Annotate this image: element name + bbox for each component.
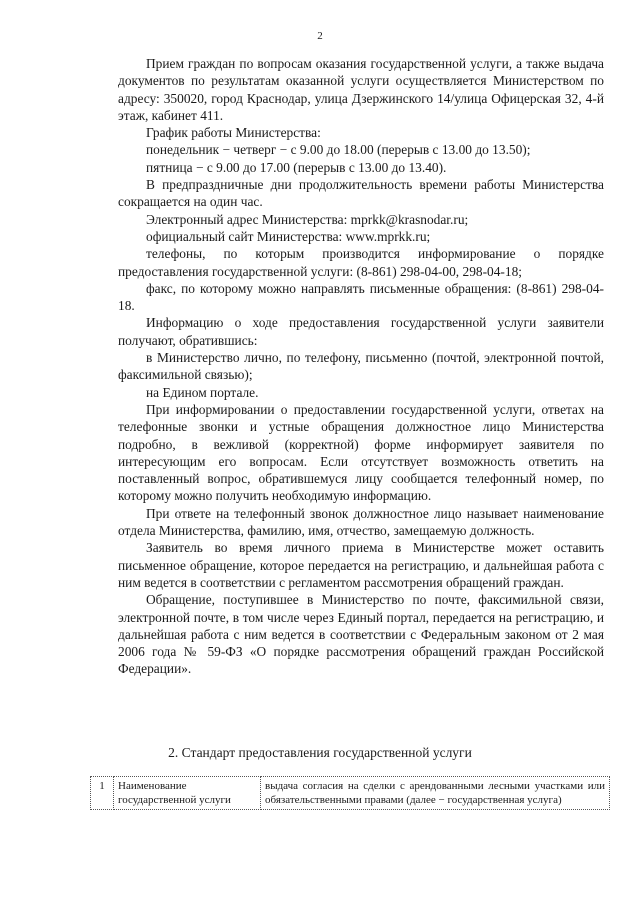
- paragraph: График работы Министерства:: [146, 125, 321, 141]
- paragraph: официальный сайт Министерства: www.mprkk.ru;: [146, 228, 431, 244]
- paragraph: При ответе на телефонный звонок должностное лицо называет наименование отдела Министерства, фамилию, имя, отчество, замещаемую должность.: [118, 505, 604, 539]
- paragraph: телефоны, по которым производится информирование о порядке предоставления государственной услуги: (8-861) 298-04-00, 298-04-18;: [118, 246, 604, 279]
- paragraph: Обращение, поступившее в Министерство по почте, факсимильной связи, электронной почте, в том числе через Единый портал, передается на регистрацию, и дальнейшая работа с ним ведется в соответствии с Федеральным законом от 2 мая 2006 года № 59-ФЗ «О порядке рассмотрения обращений граждан Российской Федерации».: [118, 592, 604, 677]
- paragraph: в Министерство лично, по телефону, письменно (почтой, электронной почтой, факсимильной связью);: [118, 350, 604, 383]
- paragraph: Информацию о ходе предоставления государственной услуги заявители получают, обратившись:: [118, 315, 604, 348]
- row-name: Наименование государственной услуги: [114, 777, 261, 810]
- paragraph: пятница − с 9.00 до 17.00 (перерыв с 13.00 до 13.40).: [146, 159, 447, 175]
- paragraph: понедельник − четверг − с 9.00 до 18.00 (перерыв с 13.00 до 13.50);: [146, 142, 531, 158]
- section-title: 2. Стандарт предоставления государственной услуги: [168, 745, 472, 760]
- document-body: [118, 55, 604, 678]
- paragraph: факс, по которому можно направлять письменные обращения: (8-861) 298-04-18.: [118, 280, 604, 314]
- table-row: [91, 777, 610, 810]
- paragraph: на Едином портале.: [146, 384, 259, 400]
- paragraph: Прием граждан по вопросам оказания государственной услуги, а также выдача документов по результатам оказанной услуги осуществляется Министерством по адресу: 350020, город Краснодар, улица Дзержинского 14/улица Офицерская 32, 4-й этаж, кабинет 411.: [118, 56, 604, 123]
- paragraph: Заявитель во время личного приема в Министерстве может оставить письменное обращение, которое передается на регистрацию, и дальнейшая работа с ним ведется в соответствии с регламентом рассмотрения обращений граждан.: [118, 540, 604, 590]
- standard-table: [90, 776, 610, 810]
- page-number: 2: [317, 30, 323, 42]
- row-number: 1: [91, 777, 114, 810]
- row-value: выдача согласия на сделки с арендованными лесными участками или обязательственными правами (далее − государственная услуга): [261, 777, 610, 810]
- paragraph: Электронный адрес Министерства: mprkk@krasnodar.ru;: [146, 211, 469, 227]
- paragraph: В предпраздничные дни продолжительность времени работы Министерства сокращается на один час.: [118, 177, 604, 210]
- paragraph: При информировании о предоставлении государственной услуги, ответах на телефонные звонки и устные обращения должностное лицо Министерства подробно, в вежливой (корректной) форме информирует заявителя по интересующим его вопросам. Если отсутствует возможность ответить на поставленный вопрос, обратившемуся лицу сообщается телефонный номер, по которому можно получить необходимую информацию.: [118, 401, 604, 504]
